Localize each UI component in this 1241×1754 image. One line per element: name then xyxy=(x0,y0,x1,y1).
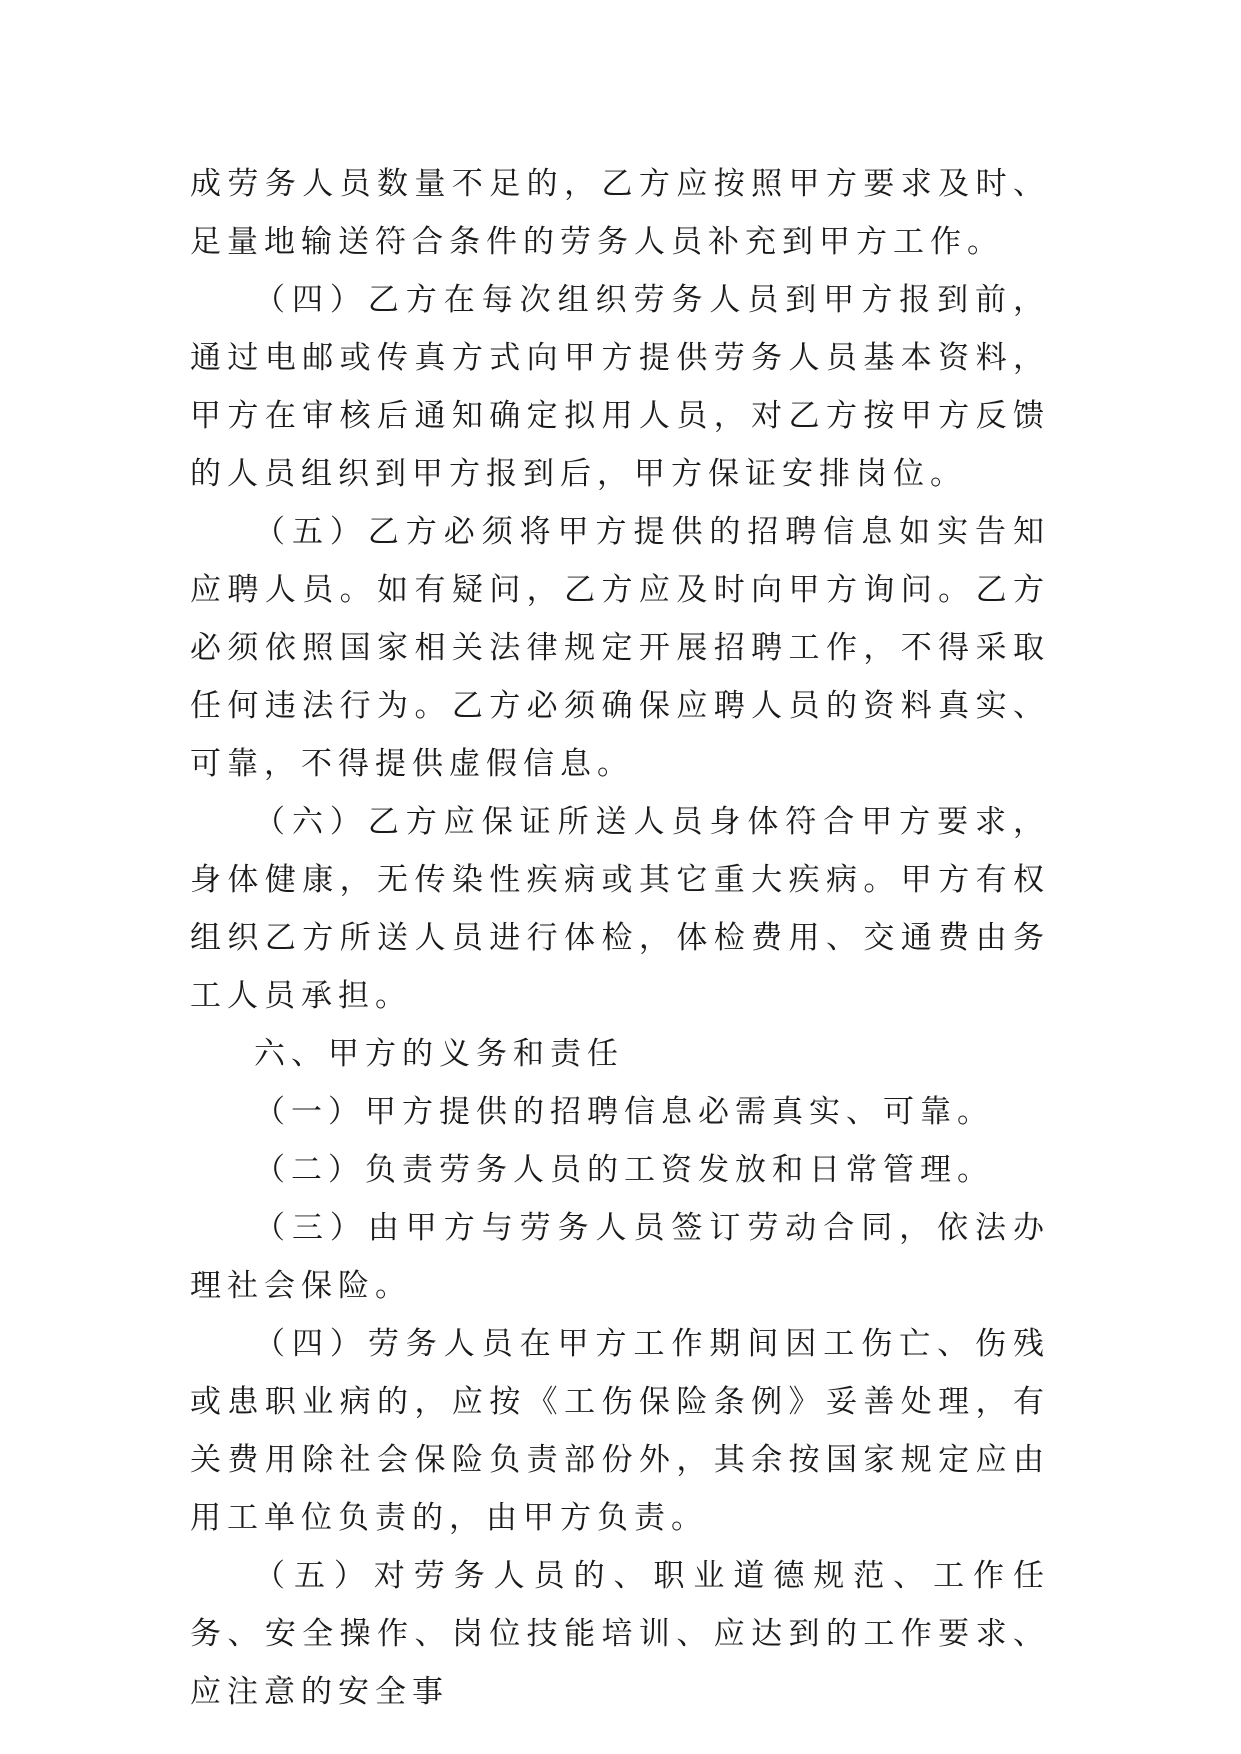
paragraph-clause-6: （六）乙方应保证所送人员身体符合甲方要求，身体健康，无传染性疾病或其它重大疾病。甲方有权组织乙方所送人员进行体检，体检费用、交通费由务工人员承担。 xyxy=(190,804,1050,1014)
paragraph-party-a-clause-2: （二）负责劳务人员的工资发放和日常管理。 xyxy=(254,1152,994,1188)
paragraph-clause-4: （四）乙方在每次组织劳务人员到甲方报到前，通过电邮或传真方式向甲方提供劳务人员基本资料，甲方在审核后通知确定拟用人员，对乙方按甲方反馈的人员组织到甲方报到后，甲方保证安排岗位。 xyxy=(190,282,1050,492)
section-heading-party-a-obligations: 六、甲方的义务和责任 xyxy=(254,1036,624,1072)
paragraph-party-a-clause-5: （五）对劳务人员的、职业道德规范、工作任务、安全操作、岗位技能培训、应达到的工作要求、应注意的安全事 xyxy=(190,1558,1050,1710)
paragraph-continuation: 成劳务人员数量不足的，乙方应按照甲方要求及时、足量地输送符合条件的劳务人员补充到甲方工作。 xyxy=(190,166,1050,260)
paragraph-clause-5: （五）乙方必须将甲方提供的招聘信息如实告知应聘人员。如有疑问，乙方应及时向甲方询问。乙方必须依照国家相关法律规定开展招聘工作，不得采取任何违法行为。乙方必须确保应聘人员的资料真实、可靠，不得提供虚假信息。 xyxy=(190,514,1050,782)
document-page xyxy=(190,155,1050,1721)
paragraph-party-a-clause-3: （三）由甲方与劳务人员签订劳动合同，依法办理社会保险。 xyxy=(190,1210,1050,1304)
paragraph-party-a-clause-4: （四）劳务人员在甲方工作期间因工伤亡、伤残或患职业病的，应按《工伤保险条例》妥善处理，有关费用除社会保险负责部份外，其余按国家规定应由用工单位负责的，由甲方负责。 xyxy=(190,1326,1050,1536)
paragraph-party-a-clause-1: （一）甲方提供的招聘信息必需真实、可靠。 xyxy=(254,1094,994,1130)
